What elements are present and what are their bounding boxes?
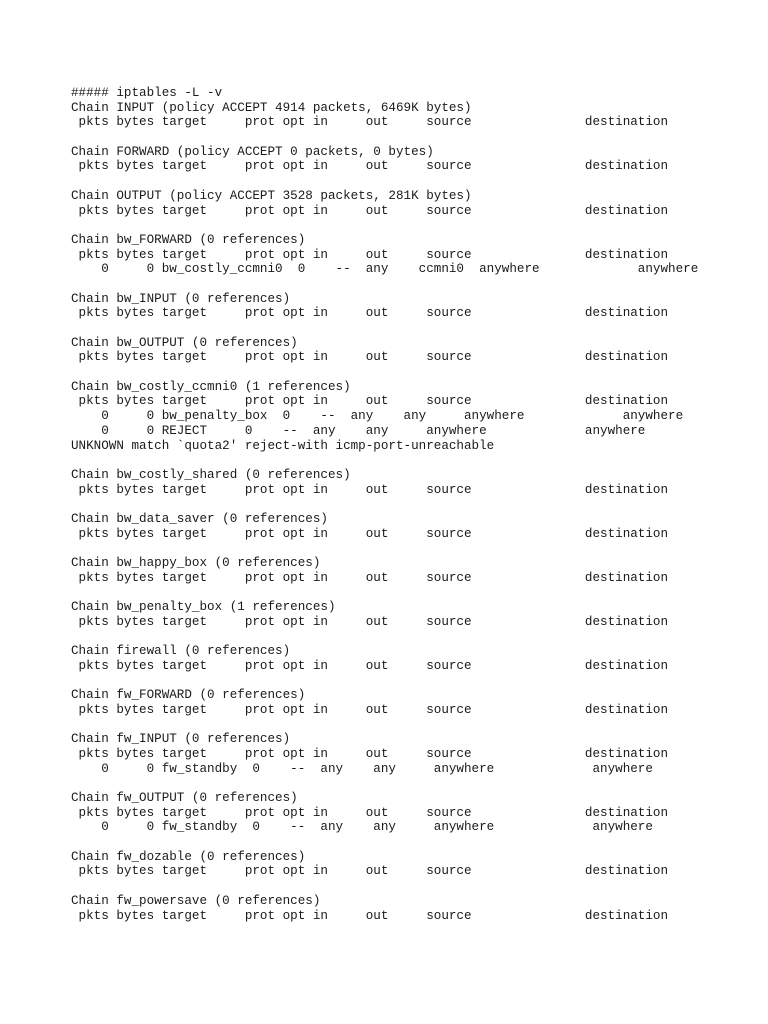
blank-line — [71, 277, 761, 292]
blank-line — [71, 674, 761, 689]
blank-line — [71, 835, 761, 850]
chain-header-bw-output: Chain bw_OUTPUT (0 references) — [71, 335, 298, 350]
rule-continuation-line: UNKNOWN match `quota2' reject-with icmp-port-unreachable — [71, 438, 495, 453]
column-header-row: pkts bytes target prot opt in out source destination — [71, 805, 669, 820]
rule-row: 0 0 fw_standby 0 -- any any anywhere anywhere — [71, 820, 653, 835]
chain-header-bw-data-saver: Chain bw_data_saver (0 references) — [71, 511, 328, 526]
iptables-listing — [71, 86, 761, 923]
column-header-row: pkts bytes target prot opt in out source destination — [71, 203, 669, 218]
chain-header-fw-powersave: Chain fw_powersave (0 references) — [71, 893, 321, 908]
chain-header-fw-dozable: Chain fw_dozable (0 references) — [71, 849, 306, 864]
chain-header-input: Chain INPUT (policy ACCEPT 4914 packets, 6469K bytes) — [71, 100, 472, 115]
blank-line — [71, 365, 761, 380]
column-header-row: pkts bytes target prot opt in out source destination — [71, 350, 669, 365]
column-header-row: pkts bytes target prot opt in out source destination — [71, 864, 669, 879]
column-header-row: pkts bytes target prot opt in out source destination — [71, 247, 669, 262]
column-header-row: pkts bytes target prot opt in out source destination — [71, 702, 669, 717]
chain-header-output: Chain OUTPUT (policy ACCEPT 3528 packets, 281K bytes) — [71, 188, 472, 203]
blank-line — [71, 629, 761, 644]
blank-line — [71, 321, 761, 336]
rule-row: 0 0 bw_costly_ccmni0 0 -- any ccmni0 anywhere anywhere — [71, 262, 699, 277]
chain-header-bw-happy-box: Chain bw_happy_box (0 references) — [71, 556, 321, 570]
chain-header-bw-costly-ccmni0: Chain bw_costly_ccmni0 (1 references) — [71, 379, 351, 394]
chain-header-fw-output: Chain fw_OUTPUT (0 references) — [71, 791, 298, 805]
blank-line — [71, 497, 761, 512]
blank-line — [71, 130, 761, 145]
chain-header-bw-penalty-box: Chain bw_penalty_box (1 references) — [71, 600, 336, 615]
rule-row: 0 0 bw_penalty_box 0 -- any any anywhere anywhere — [71, 409, 684, 424]
chain-header-fw-forward: Chain fw_FORWARD (0 references) — [71, 688, 306, 703]
column-header-row: pkts bytes target prot opt in out source destination — [71, 526, 669, 541]
chain-header-forward: Chain FORWARD (policy ACCEPT 0 packets, 0 bytes) — [71, 144, 434, 159]
blank-line — [71, 541, 761, 556]
chain-header-bw-input: Chain bw_INPUT (0 references) — [71, 291, 291, 306]
blank-line — [71, 218, 761, 233]
blank-line — [71, 879, 761, 894]
command-line: ##### iptables -L -v — [71, 86, 223, 100]
blank-line — [71, 776, 761, 791]
blank-line — [71, 718, 761, 733]
column-header-row: pkts bytes target prot opt in out source destination — [71, 115, 669, 130]
chain-header-bw-forward: Chain bw_FORWARD (0 references) — [71, 232, 306, 247]
column-header-row: pkts bytes target prot opt in out source destination — [71, 908, 669, 923]
column-header-row: pkts bytes target prot opt in out source destination — [71, 570, 669, 585]
blank-line — [71, 174, 761, 189]
column-header-row: pkts bytes target prot opt in out source destination — [71, 394, 669, 409]
column-header-row: pkts bytes target prot opt in out source destination — [71, 482, 669, 497]
column-header-row: pkts bytes target prot opt in out source destination — [71, 746, 669, 761]
rule-row: 0 0 REJECT 0 -- any any anywhere anywhere — [71, 423, 646, 438]
column-header-row: pkts bytes target prot opt in out source destination — [71, 159, 669, 174]
rule-row: 0 0 fw_standby 0 -- any any anywhere anywhere — [71, 761, 653, 776]
column-header-row: pkts bytes target prot opt in out source destination — [71, 306, 669, 321]
chain-header-bw-costly-shared: Chain bw_costly_shared (0 references) — [71, 467, 351, 482]
chain-header-fw-input: Chain fw_INPUT (0 references) — [71, 732, 291, 747]
column-header-row: pkts bytes target prot opt in out source destination — [71, 614, 669, 629]
blank-line — [71, 453, 761, 468]
blank-line — [71, 585, 761, 600]
chain-header-firewall: Chain firewall (0 references) — [71, 644, 291, 659]
column-header-row: pkts bytes target prot opt in out source destination — [71, 658, 669, 673]
